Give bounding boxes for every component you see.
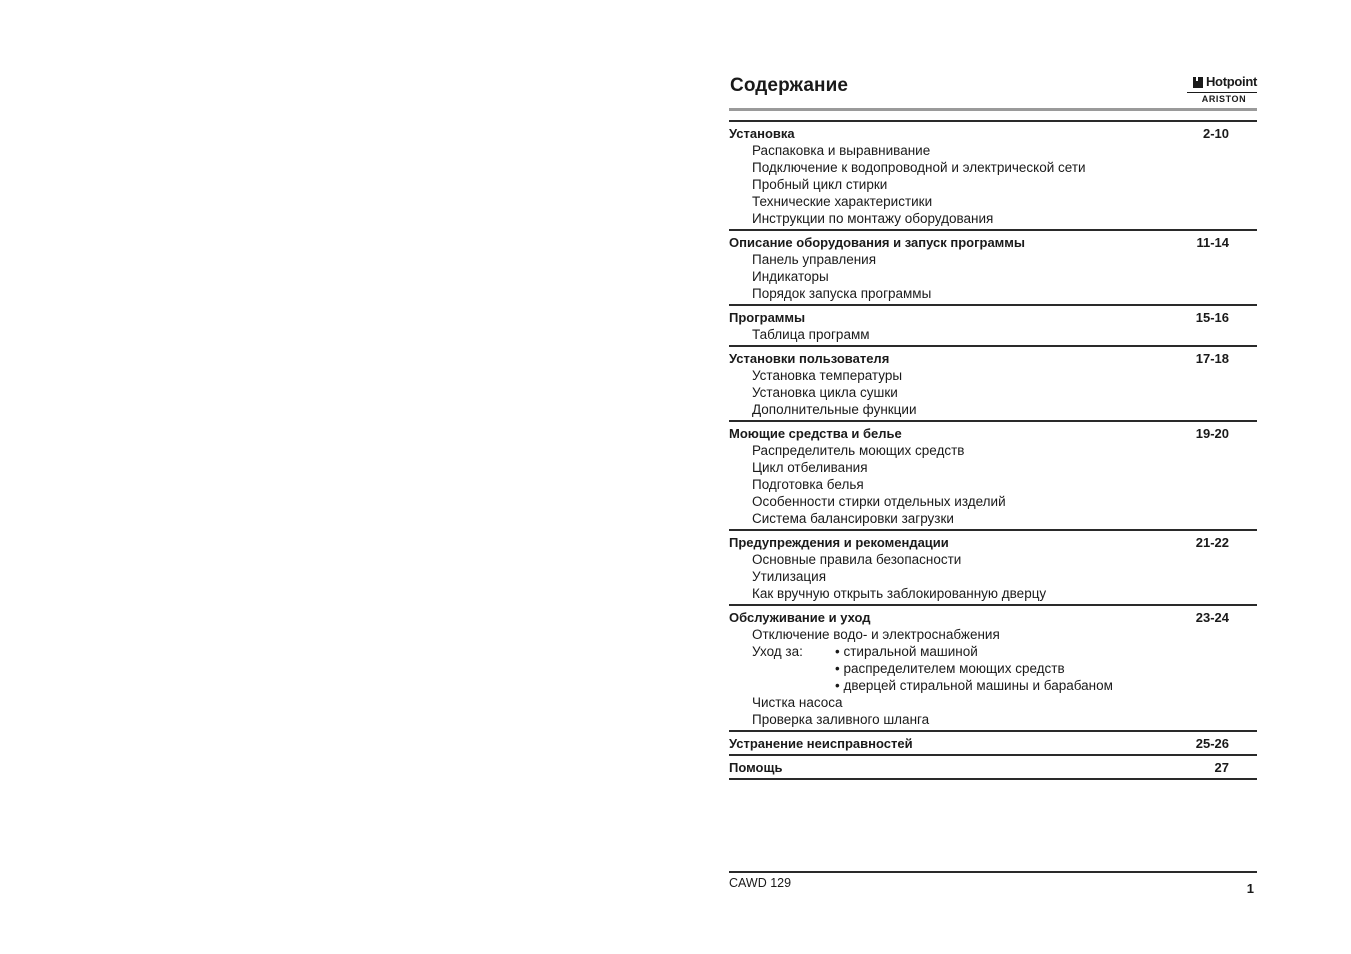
toc-item: Подключение к водопроводной и электрической сети xyxy=(752,160,1086,175)
toc-item: Особенности стирки отдельных изделий xyxy=(752,494,1006,509)
toc-item: Проверка заливного шланга xyxy=(752,712,930,727)
toc-item: Инструкции по монтажу оборудования xyxy=(752,211,994,226)
page-title: Содержание xyxy=(730,75,849,96)
section-heading xyxy=(729,234,1257,251)
toc-item: Система балансировки загрузки xyxy=(752,511,954,526)
brand-logo xyxy=(1187,74,1257,105)
toc-item: Отключение водо- и электроснабжения xyxy=(752,627,1000,642)
toc-section xyxy=(729,345,1257,420)
logo-bottom-text: ARISTON xyxy=(1201,94,1247,104)
toc-item: Панель управления xyxy=(752,252,877,267)
toc-item: Утилизация xyxy=(752,569,826,584)
section-title: Предупреждения и рекомендации xyxy=(729,535,949,550)
header-rule xyxy=(729,108,1257,111)
toc-item: Как вручную открыть заблокированную дверцу xyxy=(752,586,1047,601)
toc-section xyxy=(729,730,1257,754)
section-pages: 21-22 xyxy=(1195,535,1229,550)
toc-item: Таблица программ xyxy=(752,327,870,342)
toc-item: Установка температуры xyxy=(752,368,903,383)
section-pages: 27 xyxy=(1214,760,1229,775)
page-footer xyxy=(729,871,1257,896)
section-title: Описание оборудования и запуск программы xyxy=(729,235,1026,250)
toc-item: Основные правила безопасности xyxy=(752,552,962,567)
section-heading xyxy=(729,125,1257,142)
care-label: Уход за: xyxy=(752,644,803,659)
toc-section xyxy=(729,229,1257,304)
section-heading xyxy=(729,350,1257,367)
toc-section xyxy=(729,304,1257,345)
care-bullet: • дверцей стиральной машины и барабаном xyxy=(835,678,1113,693)
toc-item: Индикаторы xyxy=(752,269,829,284)
section-heading xyxy=(729,425,1257,442)
care-bullet: • стиральной машиной xyxy=(835,644,978,659)
section-pages: 11-14 xyxy=(1196,235,1229,250)
toc-section xyxy=(729,604,1257,730)
section-title: Обслуживание и уход xyxy=(729,610,871,625)
toc-list xyxy=(729,120,1257,780)
hotpoint-mark-icon xyxy=(1193,77,1203,88)
toc-item: Установка цикла сушки xyxy=(752,385,898,400)
section-heading xyxy=(729,534,1257,551)
toc-item: Чистка насоса xyxy=(752,695,843,710)
toc-section xyxy=(729,420,1257,529)
section-pages: 23-24 xyxy=(1195,610,1229,625)
section-pages: 2-10 xyxy=(1202,126,1229,141)
section-heading xyxy=(729,735,1257,752)
toc-item: Дополнительные функции xyxy=(752,402,917,417)
section-title: Установка xyxy=(729,126,795,141)
section-title: Помощь xyxy=(729,760,783,775)
logo-top-text: Hotpoint xyxy=(1205,74,1257,89)
section-title: Программы xyxy=(729,310,806,325)
section-pages: 19-20 xyxy=(1195,426,1229,441)
section-title: Установки пользователя xyxy=(729,351,890,366)
page-number: 1 xyxy=(1246,881,1254,896)
toc-item: Распаковка и выравнивание xyxy=(752,143,931,158)
toc-item: Подготовка белья xyxy=(752,477,864,492)
toc-item: Пробный цикл стирки xyxy=(752,177,888,192)
section-heading xyxy=(729,609,1257,626)
section-title: Устранение неисправностей xyxy=(729,736,913,751)
care-bullet: • распределителем моющих средств xyxy=(835,661,1065,676)
section-pages: 15-16 xyxy=(1195,310,1229,325)
section-heading xyxy=(729,309,1257,326)
section-title: Моющие средства и белье xyxy=(729,426,902,441)
section-pages: 17-18 xyxy=(1195,351,1229,366)
toc-section xyxy=(729,754,1257,778)
model-number: CAWD 129 xyxy=(729,876,792,890)
toc-item: Цикл отбеливания xyxy=(752,460,868,475)
toc-item: Технические характеристики xyxy=(752,194,933,209)
toc-section xyxy=(729,529,1257,604)
toc-item: Распределитель моющих средств xyxy=(752,443,965,458)
toc-section xyxy=(729,120,1257,229)
care-row xyxy=(729,643,1257,660)
toc-item: Порядок запуска программы xyxy=(752,286,932,301)
section-heading xyxy=(729,759,1257,776)
logo-top xyxy=(1187,74,1257,90)
section-pages: 25-26 xyxy=(1195,736,1229,751)
toc-end-rule xyxy=(729,778,1257,780)
